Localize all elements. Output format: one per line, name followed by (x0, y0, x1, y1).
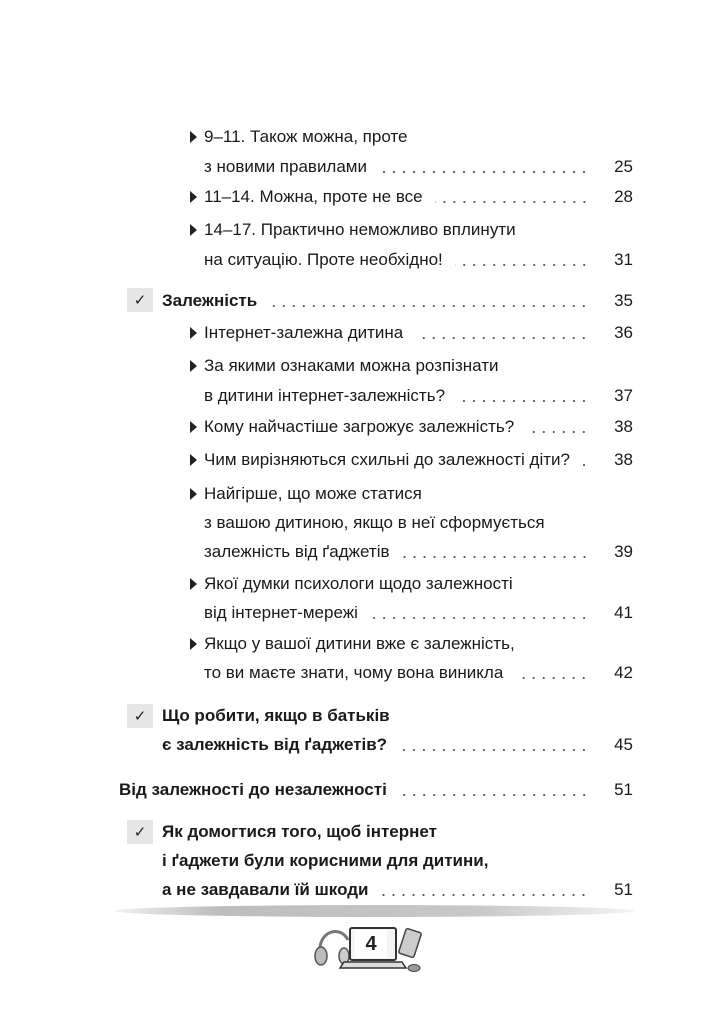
leader-dots (455, 263, 589, 267)
toc-entry-line: Якщо у вашої дитини вже є залежність, (204, 634, 515, 653)
page-number: 31 (614, 250, 633, 269)
check-icon: ✓ (127, 704, 153, 728)
leader-dots (379, 170, 589, 174)
page-number: 42 (614, 663, 633, 682)
page-number: 28 (614, 187, 633, 206)
toc-entry[interactable]: 11–14. Можна, проте не все 28 (204, 187, 633, 206)
bullet-arrow-icon (190, 191, 197, 203)
toc-entry-line: 9–11. Також можна, проте (204, 127, 408, 146)
toc-entry-line: Як домогтися того, щоб інтернет (162, 822, 437, 841)
page-number: 45 (614, 735, 633, 754)
check-icon: ✓ (127, 820, 153, 844)
page-number: 35 (614, 291, 633, 310)
bullet-arrow-icon (190, 327, 197, 339)
bullet-arrow-icon (190, 488, 197, 500)
toc-entry-line: За якими ознаками можна розпізнати (204, 356, 499, 375)
toc-entry-line: Що робити, якщо в батьків (162, 706, 390, 725)
bullet-arrow-icon (190, 638, 197, 650)
leader-dots (380, 893, 589, 897)
toc-entry-line: Якої думки психологи щодо залежності (204, 574, 513, 593)
page-number: 41 (614, 603, 633, 622)
toc-section[interactable]: Залежність 35 (162, 291, 633, 310)
toc-section[interactable]: а не завдавали їй шкоди 51 (162, 880, 633, 899)
toc-entry[interactable]: Інтернет-залежна дитина 36 (204, 323, 633, 342)
leader-dots (399, 793, 589, 797)
leader-dots (457, 399, 589, 403)
page-number: 25 (614, 157, 633, 176)
leader-dots (515, 676, 589, 680)
page-number-footer: 4 (355, 930, 387, 958)
page-number: 38 (614, 450, 633, 469)
bullet-arrow-icon (190, 224, 197, 236)
toc-chapter[interactable]: Від залежності до незалежності 51 (119, 780, 633, 799)
bullet-arrow-icon (190, 454, 197, 466)
bullet-arrow-icon (190, 131, 197, 143)
page-number: 38 (614, 417, 633, 436)
toc-entry[interactable]: то ви маєте знати, чому вона виникла 42 (204, 663, 633, 682)
toc-entry[interactable]: з новими правилами 25 (204, 157, 633, 176)
leader-dots (399, 748, 589, 752)
leader-dots (415, 336, 589, 340)
toc-entry[interactable]: на ситуацію. Проте необхідно! 31 (204, 250, 633, 269)
toc-entry[interactable]: Кому найчастіше загрожує залежність? 38 (204, 417, 633, 436)
leader-dots (370, 616, 589, 620)
bullet-arrow-icon (190, 578, 197, 590)
leader-dots (402, 555, 589, 559)
bullet-arrow-icon (190, 421, 197, 433)
toc-entry[interactable]: залежність від ґаджетів 39 (204, 542, 633, 561)
leader-dots (582, 463, 589, 467)
toc-entry[interactable]: від інтернет-мережі 41 (204, 603, 633, 622)
leader-dots (435, 200, 589, 204)
toc-entry-line: 14–17. Практично неможливо вплинути (204, 220, 516, 239)
leader-dots (269, 304, 589, 308)
bullet-arrow-icon (190, 360, 197, 372)
footer-divider (115, 905, 635, 917)
toc-entry-line: і ґаджети були корисними для дитини, (162, 851, 489, 870)
page-number: 51 (614, 780, 633, 799)
page-number: 37 (614, 386, 633, 405)
toc-entry-line: Найгірше, що може статися (204, 484, 422, 503)
toc-section[interactable]: є залежність від ґаджетів? 45 (162, 735, 633, 754)
page-number: 51 (614, 880, 633, 899)
toc-entry[interactable]: Чим вирізняються схильні до залежності діти? 38 (204, 450, 633, 469)
leader-dots (526, 430, 589, 434)
toc-entry[interactable]: в дитини інтернет-залежність? 37 (204, 386, 633, 405)
page-number: 36 (614, 323, 633, 342)
page-number: 39 (614, 542, 633, 561)
toc-entry-line: з вашою дитиною, якщо в неї сформується (204, 513, 545, 532)
check-icon: ✓ (127, 288, 153, 312)
